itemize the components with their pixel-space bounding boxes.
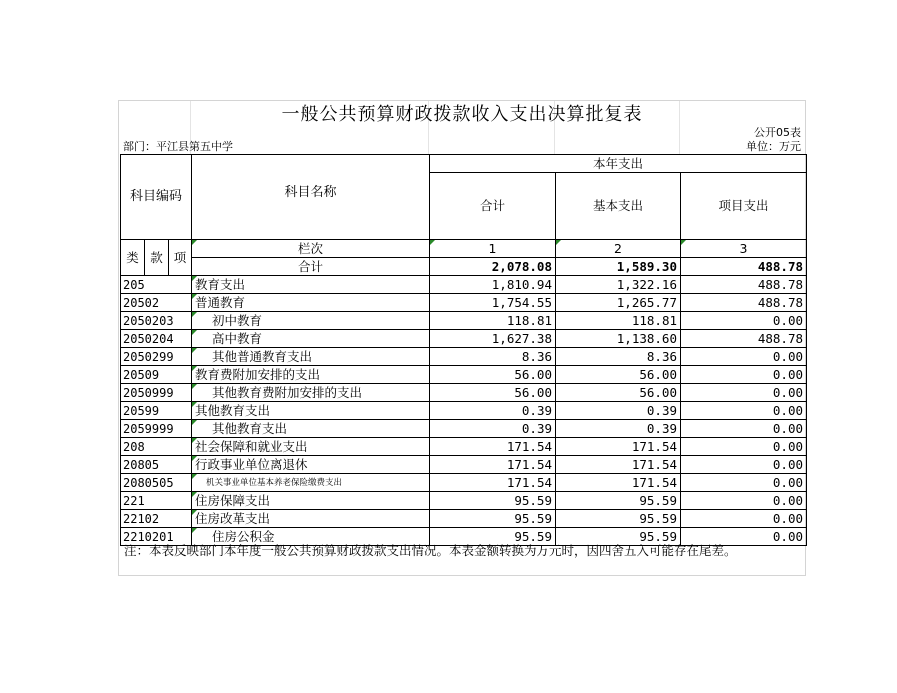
table-row	[121, 438, 807, 456]
row-name: 社会保障和就业支出	[192, 438, 430, 456]
row-basic: 0.39	[556, 402, 681, 420]
row-project: 0.00	[681, 402, 807, 420]
row-total: 118.81	[430, 312, 556, 330]
header-year-expense: 本年支出	[430, 155, 807, 173]
row-project: 0.00	[681, 474, 807, 492]
column-number-3: 3	[681, 240, 807, 258]
row-total: 0.39	[430, 420, 556, 438]
row-total: 95.59	[430, 528, 556, 546]
table-row	[121, 474, 807, 492]
table-row	[121, 276, 807, 294]
row-project: 0.00	[681, 348, 807, 366]
row-project: 0.00	[681, 492, 807, 510]
row-code: 2050203	[121, 312, 192, 330]
row-basic: 1,265.77	[556, 294, 681, 312]
total-row-total: 2,078.08	[430, 258, 556, 276]
row-total: 171.54	[430, 474, 556, 492]
row-code: 2080505	[121, 474, 192, 492]
row-total: 1,627.38	[430, 330, 556, 348]
row-project: 0.00	[681, 528, 807, 546]
row-code: 208	[121, 438, 192, 456]
row-name: 教育支出	[192, 276, 430, 294]
row-basic: 95.59	[556, 510, 681, 528]
table-row	[121, 510, 807, 528]
table-row	[121, 420, 807, 438]
table-row	[121, 366, 807, 384]
row-total: 1,754.55	[430, 294, 556, 312]
row-basic: 56.00	[556, 366, 681, 384]
column-label: 栏次	[192, 240, 430, 258]
row-total: 8.36	[430, 348, 556, 366]
row-basic: 56.00	[556, 384, 681, 402]
form-number: 公开05表	[754, 126, 801, 139]
row-code: 221	[121, 492, 192, 510]
row-basic: 95.59	[556, 528, 681, 546]
department-label: 部门：平江县第五中学	[123, 140, 233, 153]
header-subject-code: 科目编码	[121, 155, 192, 240]
row-basic: 1,138.60	[556, 330, 681, 348]
report-title: 一般公共预算财政拨款收入支出决算批复表	[281, 104, 643, 125]
header-lei: 类	[121, 240, 145, 276]
row-project: 0.00	[681, 510, 807, 528]
row-name: 住房公积金	[192, 528, 430, 546]
unit-label: 单位：万元	[746, 140, 801, 153]
row-basic: 118.81	[556, 312, 681, 330]
total-row-label: 合计	[192, 258, 430, 276]
column-number-2: 2	[556, 240, 681, 258]
row-total: 1,810.94	[430, 276, 556, 294]
row-total: 171.54	[430, 438, 556, 456]
row-total: 95.59	[430, 492, 556, 510]
row-name: 机关事业单位基本养老保险缴费支出	[192, 474, 430, 492]
row-code: 205	[121, 276, 192, 294]
row-code: 20805	[121, 456, 192, 474]
table-row	[121, 492, 807, 510]
header-basic: 基本支出	[556, 173, 681, 240]
row-name: 初中教育	[192, 312, 430, 330]
row-total: 95.59	[430, 510, 556, 528]
table-row	[121, 312, 807, 330]
row-basic: 8.36	[556, 348, 681, 366]
row-total: 171.54	[430, 456, 556, 474]
row-name: 普通教育	[192, 294, 430, 312]
row-code: 20509	[121, 366, 192, 384]
row-project: 488.78	[681, 330, 807, 348]
expense-table	[120, 154, 807, 546]
table-row	[121, 348, 807, 366]
table-row	[121, 456, 807, 474]
row-code: 2050299	[121, 348, 192, 366]
header-total: 合计	[430, 173, 556, 240]
row-project: 488.78	[681, 294, 807, 312]
row-name: 教育费附加安排的支出	[192, 366, 430, 384]
total-row-project: 488.78	[681, 258, 807, 276]
table-note: 注：本表反映部门本年度一般公共预算财政拨款支出情况。本表金额转换为万元时，因四舍五入可能存在尾差。	[124, 543, 737, 558]
header-project: 项目支出	[681, 173, 807, 240]
row-basic: 171.54	[556, 474, 681, 492]
row-name: 住房保障支出	[192, 492, 430, 510]
row-code: 2210201	[121, 528, 192, 546]
header-subject-name: 科目名称	[192, 155, 430, 240]
row-code: 20599	[121, 402, 192, 420]
row-project: 488.78	[681, 276, 807, 294]
row-project: 0.00	[681, 438, 807, 456]
row-total: 0.39	[430, 402, 556, 420]
column-number-1: 1	[430, 240, 556, 258]
row-basic: 171.54	[556, 456, 681, 474]
row-basic: 1,322.16	[556, 276, 681, 294]
row-basic: 95.59	[556, 492, 681, 510]
total-row-basic: 1,589.30	[556, 258, 681, 276]
row-basic: 0.39	[556, 420, 681, 438]
row-basic: 171.54	[556, 438, 681, 456]
row-name: 其他普通教育支出	[192, 348, 430, 366]
row-project: 0.00	[681, 456, 807, 474]
table-row	[121, 384, 807, 402]
row-project: 0.00	[681, 420, 807, 438]
row-total: 56.00	[430, 384, 556, 402]
row-name: 其他教育支出	[192, 420, 430, 438]
row-code: 2050999	[121, 384, 192, 402]
row-code: 22102	[121, 510, 192, 528]
row-code: 2050204	[121, 330, 192, 348]
table-row	[121, 330, 807, 348]
report-sheet	[118, 100, 806, 576]
row-project: 0.00	[681, 384, 807, 402]
row-name: 行政事业单位离退休	[192, 456, 430, 474]
row-name: 其他教育费附加安排的支出	[192, 384, 430, 402]
header-kuan: 款	[145, 240, 169, 276]
row-project: 0.00	[681, 312, 807, 330]
row-project: 0.00	[681, 366, 807, 384]
row-code: 20502	[121, 294, 192, 312]
row-name: 高中教育	[192, 330, 430, 348]
row-code: 2059999	[121, 420, 192, 438]
row-name: 其他教育支出	[192, 402, 430, 420]
table-row	[121, 294, 807, 312]
table-row	[121, 402, 807, 420]
row-name: 住房改革支出	[192, 510, 430, 528]
header-xiang: 项	[169, 240, 192, 276]
row-total: 56.00	[430, 366, 556, 384]
